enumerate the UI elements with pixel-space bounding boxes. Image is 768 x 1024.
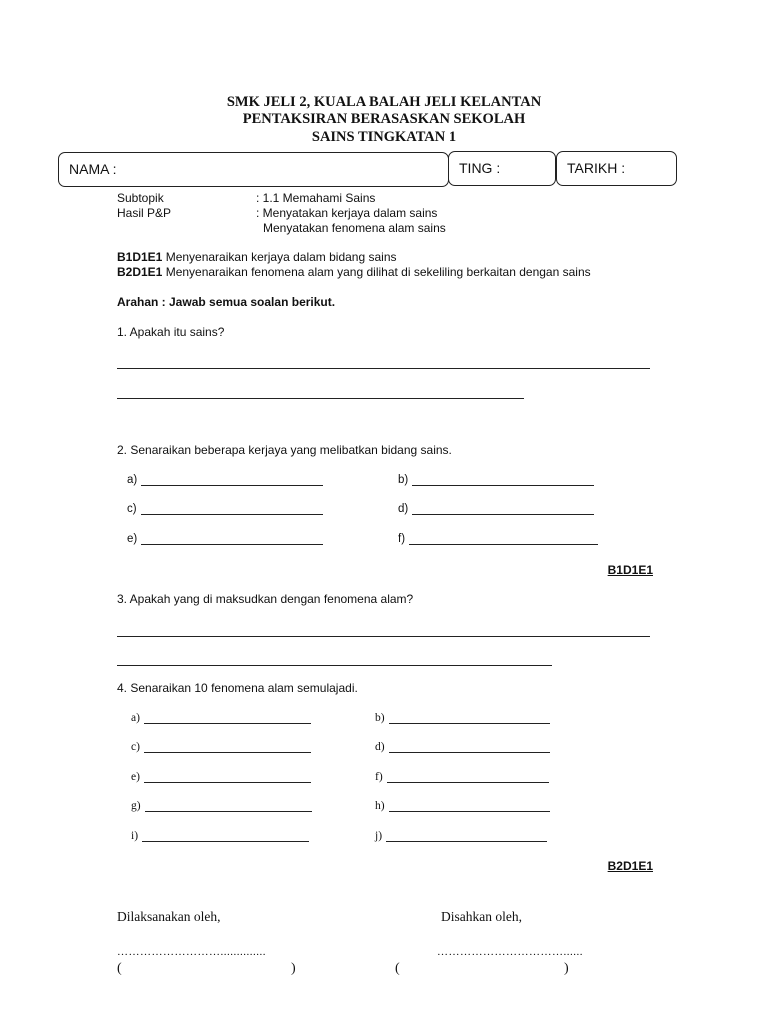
answer-line-q3-1[interactable] [117,636,650,637]
standard-b1-text: Menyenaraikan kerjaya dalam bidang sains [162,250,397,264]
q4-label-i: i) [131,830,139,842]
q2-option-a[interactable] [127,474,323,486]
q4-answer-line-j[interactable] [386,831,547,842]
right-signature-dots[interactable]: ……………………………...... [437,946,583,958]
q4-answer-line-g[interactable] [145,801,312,812]
q2-label-d: d) [398,503,409,515]
left-signature-dots[interactable]: ……………………….............. [117,946,266,958]
subtopik-value: : 1.1 Memahami Sains [256,191,376,205]
q4-answer-line-f[interactable] [387,772,549,783]
q4-label-g: g) [131,800,141,812]
standard-b1 [117,250,397,264]
class-label: TING : [459,160,501,176]
q4-answer-line-i[interactable] [142,831,309,842]
q2-label-f: f) [398,533,406,545]
standard-b2-code: B2D1E1 [117,265,163,279]
question-1: 1. Apakah itu sains? [117,325,225,339]
q4-label-f: f) [375,771,383,783]
answer-line-q1-2[interactable] [117,398,524,399]
q2-option-f[interactable] [398,533,598,545]
q4-option-i[interactable] [131,830,309,842]
q2-standard-code: B1D1E1 [607,563,653,577]
q4-option-g[interactable] [131,800,312,812]
q4-option-f[interactable] [375,771,549,783]
verified-by-label: Disahkan oleh, [441,909,522,924]
executed-by-label: Dilaksanakan oleh, [117,909,221,924]
q2-answer-line-e[interactable] [141,534,323,545]
question-4: 4. Senaraikan 10 fenomena alam semulajadi. [117,681,358,695]
right-paren-close: ) [564,961,569,976]
standard-b2-text: Menyenaraikan fenomena alam yang dilihat di sekeliling berkaitan dengan sains [162,265,591,279]
answer-line-q1-1[interactable] [117,368,650,369]
q4-answer-line-h[interactable] [389,801,550,812]
q4-answer-line-a[interactable] [144,713,311,724]
question-2: 2. Senaraikan beberapa kerjaya yang melibatkan bidang sains. [117,443,452,457]
q4-answer-line-b[interactable] [389,713,550,724]
subtopik-label: Subtopik [117,191,164,205]
hasil-label: Hasil P&P [117,206,172,220]
q4-answer-line-e[interactable] [144,772,311,783]
school-name: SMK JELI 2, KUALA BALAH JELI KELANTAN [226,94,542,110]
q4-standard-code: B2D1E1 [607,859,653,873]
date-label: TARIKH : [567,160,626,176]
q2-answer-line-c[interactable] [141,504,323,515]
q4-answer-line-c[interactable] [144,742,311,753]
q2-option-d[interactable] [398,503,594,515]
left-paren-close: ) [291,961,296,976]
q4-option-h[interactable] [375,800,550,812]
standard-b1-code: B1D1E1 [117,250,163,264]
date-field[interactable] [556,151,677,186]
q4-label-c: c) [131,741,140,753]
q2-label-a: a) [127,474,138,486]
left-paren-open: ( [117,961,122,976]
assessment-title: PENTAKSIRAN BERASASKAN SEKOLAH [242,111,526,127]
q4-label-b: b) [375,712,385,724]
standard-b2 [117,265,591,279]
hasil-value-1: : Menyatakan kerjaya dalam sains [256,206,438,220]
q2-answer-line-a[interactable] [141,475,323,486]
q4-option-c[interactable] [131,741,311,753]
instruction: Arahan : Jawab semua soalan berikut. [117,295,336,309]
q4-answer-line-d[interactable] [389,742,550,753]
q2-option-b[interactable] [398,474,594,486]
q2-label-e: e) [127,533,138,545]
q2-option-c[interactable] [127,503,323,515]
q4-label-d: d) [375,741,385,753]
q2-answer-line-f[interactable] [409,534,598,545]
hasil-value-2: Menyatakan fenomena alam sains [263,221,446,235]
q2-label-b: b) [398,474,409,486]
answer-line-q3-2[interactable] [117,665,552,666]
q4-option-d[interactable] [375,741,550,753]
q4-option-b[interactable] [375,712,550,724]
question-3: 3. Apakah yang di maksudkan dengan fenomena alam? [117,592,414,606]
q2-label-c: c) [127,503,137,515]
q4-label-e: e) [131,771,140,783]
right-paren-open: ( [395,961,400,976]
subject-title: SAINS TINGKATAN 1 [311,129,457,145]
q4-option-e[interactable] [131,771,311,783]
q2-option-e[interactable] [127,533,323,545]
q2-answer-line-d[interactable] [412,504,594,515]
q4-option-j[interactable] [375,830,547,842]
name-field[interactable] [58,152,449,187]
q4-label-a: a) [131,712,140,724]
q2-answer-line-b[interactable] [412,475,594,486]
class-field[interactable] [448,151,556,186]
q4-label-j: j) [375,830,383,842]
q4-label-h: h) [375,800,385,812]
name-label: NAMA : [69,161,117,177]
q4-option-a[interactable] [131,712,311,724]
